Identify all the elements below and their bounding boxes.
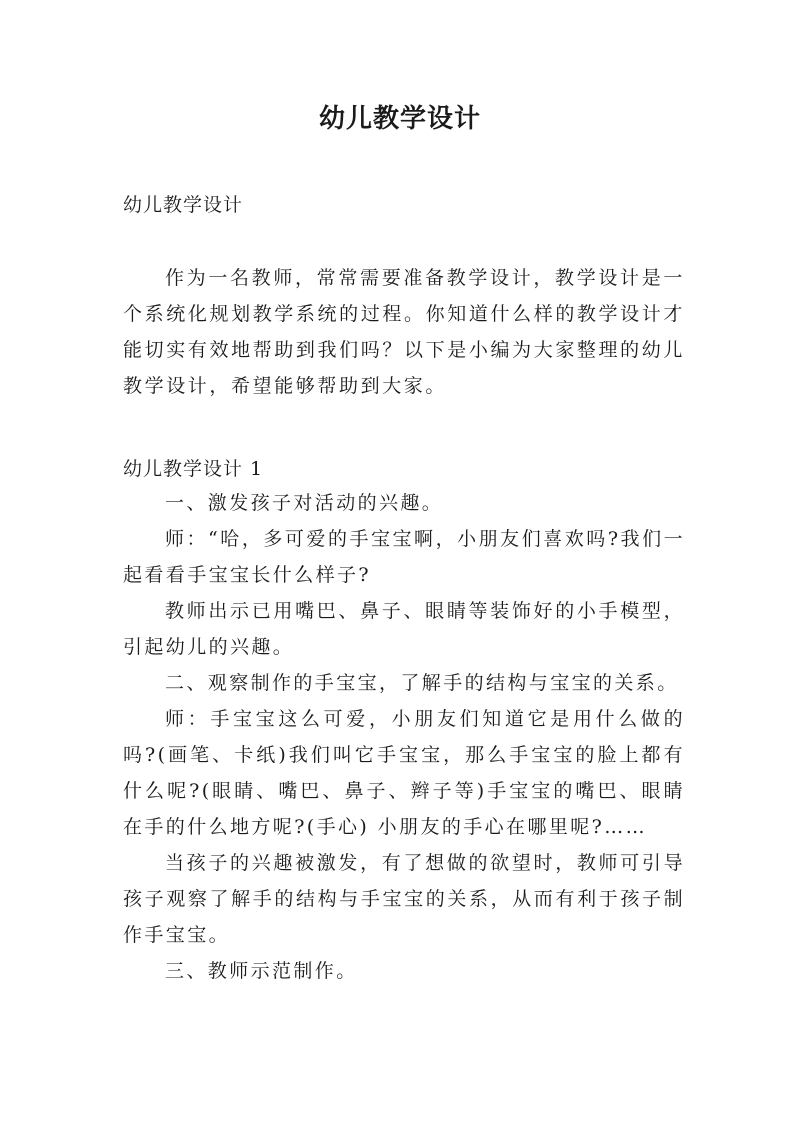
intro-paragraph: 作为一名教师，常常需要准备教学设计，教学设计是一个系统化规划教学系统的过程。你知道什么样的教学设计才能切实有效地帮助到我们吗？以下是小编为大家整理的幼儿教学设计，希望能够帮助到大家。 [123,267,685,397]
paragraph-2: 师：“哈，多可爱的手宝宝啊，小朋友们喜欢吗?我们一起看看手宝宝长什么样子? [123,528,685,586]
section-content [123,485,685,989]
paragraph-4: 二、观察制作的手宝宝，了解手的结构与宝宝的关系。 [165,672,679,694]
section-heading: 幼儿教学设计 1 [123,458,264,480]
paragraph-7: 三、教师示范制作。 [165,960,358,982]
paragraph-6: 当孩子的兴趣被激发，有了想做的欲望时，教师可引导孩子观察了解手的结构与手宝宝的关系，从而有利于孩子制作手宝宝。 [123,852,685,946]
paragraph-1: 一、激发孩子对活动的兴趣。 [165,492,444,514]
paragraph-5: 师：手宝宝这么可爱，小朋友们知道它是用什么做的吗?(画笔、卡纸)我们叫它手宝宝，那么手宝宝的脸上都有什么呢?(眼睛、嘴巴、鼻子、辫子等)手宝宝的嘴巴、眼睛在手的什么地方呢?(手心) 小朋友的手心在哪里呢?…… [123,708,685,838]
document-subtitle: 幼儿教学设计 [123,194,244,216]
document-title: 幼儿教学设计 [318,104,481,134]
paragraph-3: 教师出示已用嘴巴、鼻子、眼睛等装饰好的小手模型，引起幼儿的兴趣。 [123,600,685,658]
